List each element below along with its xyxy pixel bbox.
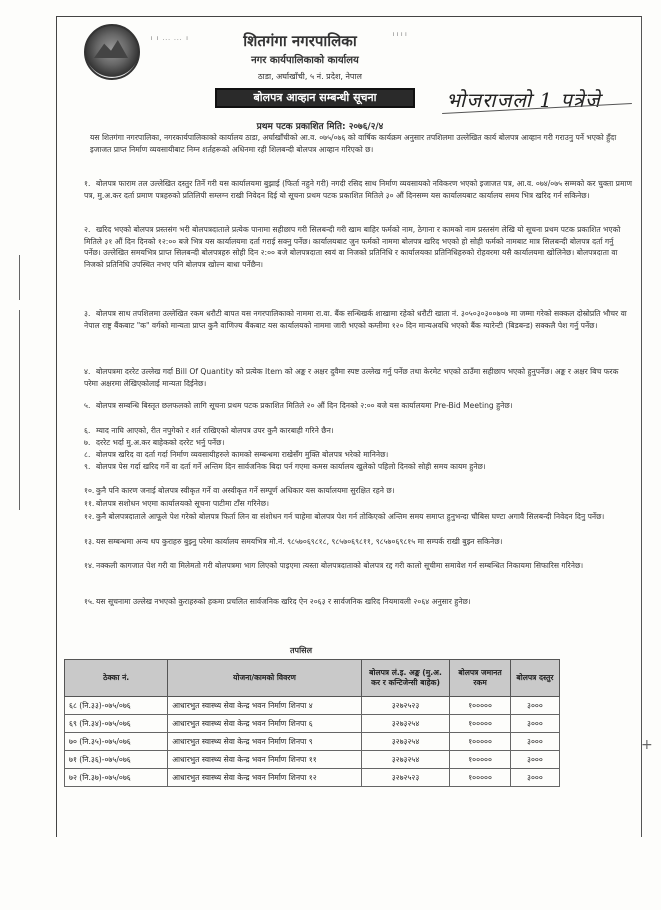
condition-item: ९. बोलपत्र पेस गर्दा खरिद गर्ने वा दर्ता गर्ने अन्तिम दिन सार्वजनिक बिदा पर्न गएमा कमस कार्यालय खुलेको पहिलो दिनको सोही समय कायम हुनेछ। <box>84 462 486 471</box>
table-header-row <box>65 660 560 697</box>
col-header-bid-security: बोलपत्र जमानत रकम <box>450 660 511 697</box>
schedule-heading: तपसिल <box>290 646 313 655</box>
cell-description: आधारभुत स्वास्थ्य सेवा केन्द्र भवन निर्माण शिनपा १२ <box>168 769 361 787</box>
scan-mark: + <box>641 737 653 753</box>
table-row <box>65 697 560 715</box>
cell-description: आधारभुत स्वास्थ्य सेवा केन्द्र भवन निर्माण शिनपा ६ <box>168 715 361 733</box>
condition-item: १२. कुनै बोलपत्रदाताले आफूले पेश गरेको बोलपत्र फिर्ता लिन वा संशोधन गर्न चाहेमा बोलपत्र पेश गर्न तोकिएको अन्तिम समय समाप्त हुनुभन्दा चौबिस घण्टा अगावै सिलबन्दी निवेदन दिनु पर्नेछ। <box>84 512 605 521</box>
condition-item: ५. बोलपत्र सम्बन्धि बिस्तृत छलफलको लागि सूचना प्रथम पटक प्रकाशित मितिले २० औं दिन दिनको २:०० बजे यस कार्यालयमा Pre-Bid Meeting हुनेछ। <box>84 401 513 410</box>
cell-description: आधारभुत स्वास्थ्य सेवा केन्द्र भवन निर्माण शिनपा ४ <box>168 697 361 715</box>
condition-item: ७. दररेट भर्दा मु.अ.कर बाहेकको दररेट भर्नु पर्नेछ। <box>84 438 225 447</box>
condition-item: ३. बोलपत्र साथ तपशिलमा उल्लेखित रकम धरौटी बापत यस नगरपालिकाको नाममा रा.वा. बैंक सन्धिखर्क शाखामा रहेको धरौटी खाता नं. ३०५०३०३००७०७ मा जम्मा गरेको सक्कल दोस्रोप्रति भौचर वा नेपाल राष्ट्र बैंकबाट "क" वर्गको मान्यता प्राप्त कुनै वाणिज्य बैंकबाट यस कार्यालयको नाममा जारी भएको कम्तीमा १२० दिन मान्यअवधि भएको बैंक ग्यारेन्टी (बिडबन्ड) सक्कलै पेश गर्नु पर्नेछ। <box>84 309 627 330</box>
table-row <box>65 733 560 751</box>
table-row <box>65 715 560 733</box>
cell-bid-security: १००००० <box>450 733 511 751</box>
municipality-title: शितगंगा नगरपालिका <box>243 32 357 50</box>
cell-fee: ३००० <box>510 733 559 751</box>
cell-contract-no: ७१ (नि.३६)-०७५/०७६ <box>65 751 168 769</box>
publication-date: प्रथम पटक प्रकाशित मिति: २०७६/२/४ <box>256 122 384 132</box>
condition-item: ८. बोलपत्र खरिद वा दर्ता गर्दा निर्माण व्यवसायीहरुले कामको सम्बन्धमा राखेसँग मुक्ति बोलपत्र भरेको मानिनेछ। <box>84 450 389 459</box>
cell-estimate: ३२७२५२३ <box>361 697 450 715</box>
condition-item: ४. बोलपत्रमा दररेट उल्लेख गर्दा Bill Of Quantity को प्रत्येक Item को अङ्क र अक्षर दुवैमा स्पष्ट उल्लेख गर्नु पर्नेछ तथा केरमेट भएको ठाउँमा सहीछाप भएको हुनुपर्नेछ। अङ्क र अक्षर बिच फरक परेमा अक्षरमा लेखिएकोलाई मान्यता दिईनेछ। <box>84 367 619 388</box>
col-header-description: योजना/कामको विवरण <box>168 660 361 697</box>
municipality-seal-logo <box>84 24 140 80</box>
scan-mark <box>19 255 26 300</box>
cell-fee: ३००० <box>510 751 559 769</box>
tender-schedule-table <box>64 659 560 787</box>
cell-bid-security: १००००० <box>450 751 511 769</box>
header-faint-right: । । । । <box>392 31 407 38</box>
cell-estimate: ३२७३२५४ <box>361 715 450 733</box>
handwritten-note: भोजराजलो 1 पत्रेजे <box>446 88 601 112</box>
condition-item: १०. कुनै पनि कारण जनाई बोलपत्र स्वीकृत गर्ने वा अस्वीकृत गर्ने सम्पूर्ण अधिकार यस कार्यालयमा सुरक्षित रहने छ। <box>84 486 395 495</box>
table-row <box>65 751 560 769</box>
office-address: ठाडा, अर्घाखाँची, ५ नं. प्रदेश, नेपाल <box>258 72 362 81</box>
cell-bid-security: १००००० <box>450 697 511 715</box>
cell-fee: ३००० <box>510 697 559 715</box>
cell-estimate: ३२७३२५४ <box>361 733 450 751</box>
condition-item: ११. बोलपत्र सशोधन भएमा कार्यालयको सूचना पाटीमा टाँस गरिनेछ। <box>84 499 269 508</box>
cell-contract-no: ६९ (नि.३४)-०७५/०७६ <box>65 715 168 733</box>
cell-contract-no: ७२ (नि.३७)-०७५/०७६ <box>65 769 168 787</box>
condition-item: १३. यस सम्बन्धमा अन्य थप कुराहरु बुझ्नु परेमा कार्यालय समयभित्र मो.नं. ९८५७०६९८१८, ९८५७०६९८११, ९८५७०६९८१५ मा सम्पर्क राखी बुझ्न सकिनेछ। <box>84 537 503 546</box>
condition-item: २. खरिद भएको बोलपत्र प्रस्तसंग भरी बोलपत्रदाताले प्रत्येक पानामा सहीछाप गरी सिलबन्दी गरी खाम बाहिर फर्मको नाम, ठेगाना र कामको नाम प्रस्तसंग लेखि यो सूचना प्रथम पटक प्रकाशित भएको मितिले ३१ औं दिन दिनको १२:०० बजे भित्र यस कार्यालयमा दर्ता गराई सक्नु पर्नेछ। कार्यालयबाट जुन फर्मको नाममा बोलपत्र खरिद भएको हो सोही फर्मको नामबाट मात्र सिलबन्दी बोलपत्र दर्ता गर्नु पर्नेछ। उल्लेखित समयभित्र प्राप्त सिलबन्दी बोलपत्रहरु सोही दिन २:०० बजे बोलपत्रदाता स्वयं वा निजको प्रतिनिधि र कार्यालयका प्रतिनिधिहरुको रोहवरमा यसै कार्यालयमा खोलिनेछ। बोलपत्रदाता वा निजको प्रतिनिधि उपस्थित नभए पनि बोलपत्र खोल्न बाधा पर्नेछैन। <box>84 225 621 269</box>
cell-estimate: ३२७२५२३ <box>361 769 450 787</box>
condition-item: १४. नक्कली कागजात पेश गरी वा मिलेमतो गरी बोलपत्रमा भाग लिएको पाइएमा त्यस्ता बोलपत्रदाताको बोलपत्र रद्द गरी कालो सूचीमा समावेश गर्न सम्बन्धित निकायमा सिफारिस गरिनेछ। <box>84 561 584 570</box>
condition-item: ६. म्याद नाघि आएको, रीत नपुगेको र शर्त राखिएको बोलपत्र उपर कुनै कारबाही गरिने छैन। <box>84 426 334 435</box>
condition-item: १. बोलपत्र फाराम तल उल्लेखित दस्तुर तिर्ने गरी यस कार्यालयमा बुझाई (फिर्ता नहुने गरी) नगदी रसिद साथ निर्माण व्यवसायको नविकरण भएको इजाजत पत्र, आ.व. ०७४/०७५ सम्मको कर चुक्ता प्रमाण पत्र, मु.अ.कर दर्ता प्रमाण पत्रहरुको प्रतिलिपी सम्लग्न राखी निवेदन दिई यो सूचना प्रथम पटक प्रकाशित मितिले ३० औं दिनसम्म यस कार्यालयबाट कार्यालय समय भित्र खरिद गर्न सकिनेछ। <box>84 179 632 200</box>
cell-contract-no: ७० (नि.३५)-०७५/०७६ <box>65 733 168 751</box>
cell-bid-security: १००००० <box>450 715 511 733</box>
cell-fee: ३००० <box>510 769 559 787</box>
intro-paragraph: यस शितगंगा नगरपालिका, नगरकार्यपालिकाको कार्यालय ठाडा, अर्घाखाँचीको आ.व. ०७५/०७६ को वार्षिक कार्यक्रम अनुसार तपशिलमा उल्लेखित कार्य बोलपत्र आव्हान गरी गराउनु पर्ने भएको हुँदा इजाजत प्राप्त निर्माण व्यवसायीबाट निम्न शर्तहरूको अधिनमा रही शिलबन्दी बोलपत्र आव्हान गरिएको छ। <box>90 133 617 154</box>
cell-description: आधारभुत स्वास्थ्य सेवा केन्द्र भवन निर्माण शिनपा ११ <box>168 751 361 769</box>
cell-bid-security: १००००० <box>450 769 511 787</box>
col-header-fee: बोलपत्र दस्तुर <box>510 660 559 697</box>
cell-estimate: ३२७३२५४ <box>361 751 450 769</box>
cell-fee: ३००० <box>510 715 559 733</box>
office-subtitle: नगर कार्यपालिकाको कार्यालय <box>251 55 359 66</box>
col-header-estimate: बोलपत्र लं.इ. अङ्क (मु.अ. कर र कन्टिजेन्सी बाहेक) <box>361 660 450 697</box>
cell-description: आधारभुत स्वास्थ्य सेवा केन्द्र भवन निर्माण शिनपा ९ <box>168 733 361 751</box>
table-row <box>65 769 560 787</box>
header-faint-left: । । ... ... । <box>150 35 189 42</box>
condition-item: १५. यस सूचनामा उल्लेख नभएको कुराहरुको हकमा प्रचलित सार्वजनिक खरिद ऐन २०६३ र सार्वजनिक खरिद नियमावली २०६४ अनुसार हुनेछ। <box>84 597 471 606</box>
col-header-contract-no: ठेक्का नं. <box>65 660 168 697</box>
scan-mark <box>19 310 26 510</box>
notice-banner: बोलपत्र आव्हान सम्बन्धी सूचना <box>215 88 415 108</box>
cell-contract-no: ६८ (नि.३३)-०७५/०७६ <box>65 697 168 715</box>
